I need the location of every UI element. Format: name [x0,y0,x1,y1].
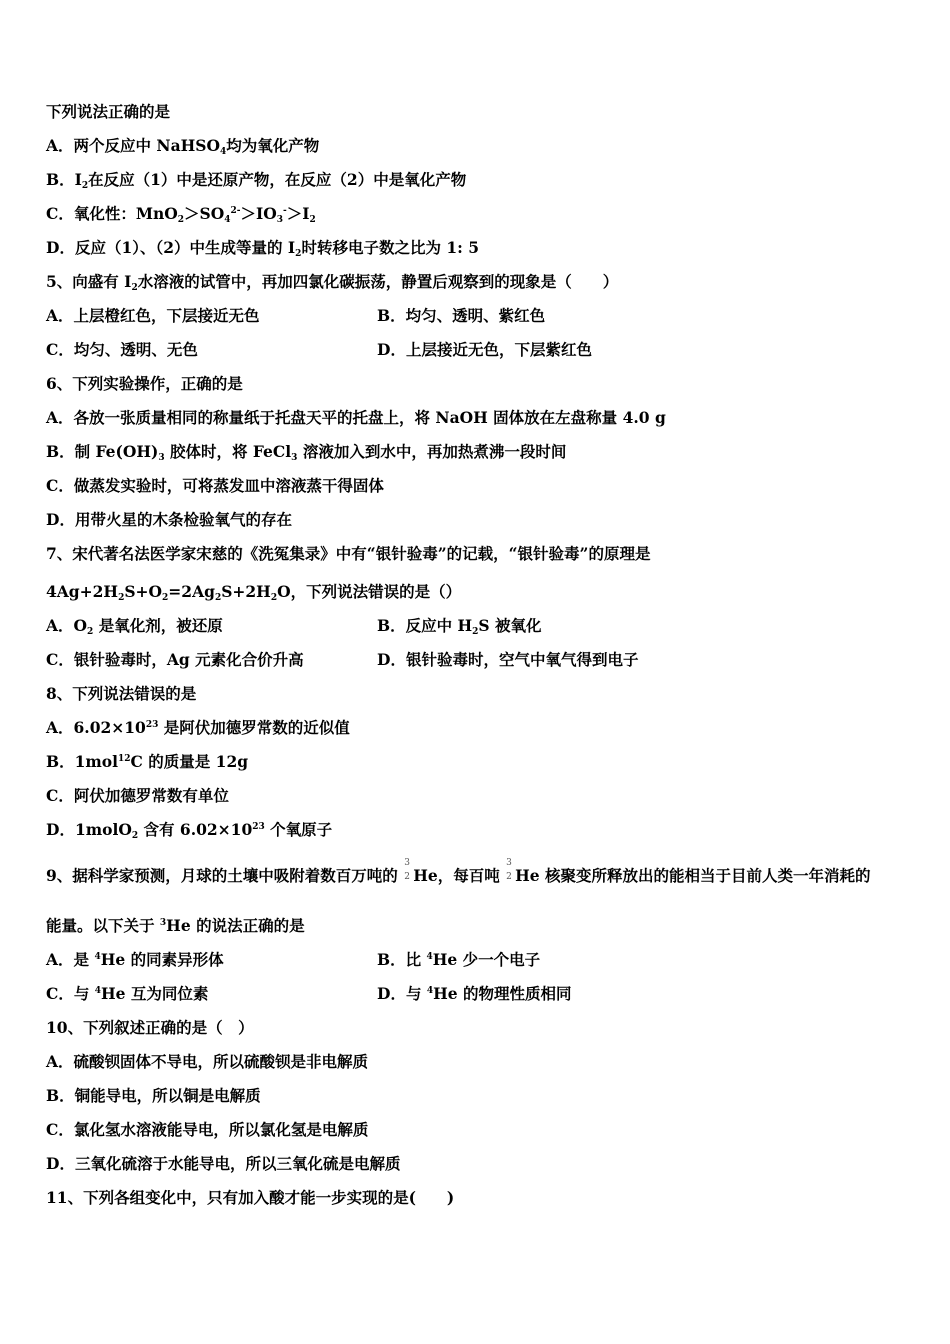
isotope-notation: 3 2 [404,858,410,882]
q5-option-d: D．上层接近无色，下层紫红色 [377,340,592,359]
q10-option-c: C．氯化氢水溶液能导电，所以氯化氢是电解质 [46,1120,369,1139]
q8-option-d: D．1molO$_2$ 含有 $6.02\times 10^{23}$ 个氧原子 [46,820,333,841]
q5-option-c: C．均匀、透明、无色 [46,340,198,359]
question-6-stem: 6、下列实验操作，正确的是 [46,374,243,393]
q10-option-a: A．硫酸钡固体不导电，所以硫酸钡是非电解质 [46,1052,369,1071]
option-a: A．两个反应中 NaHSO$_4$均为氧化产物 [46,136,320,157]
q6-option-b: B．制 $Fe(OH)_3$ 胶体时，将 FeCl$_3$ 溶液加入到水中，再加热煮沸一段时间 [46,442,567,463]
q9-option-d: D．与 $^4$He 的物理性质相同 [377,984,572,1003]
q7-equation: $4Ag+2H_2S+O_2=2Ag_2S+2H_2O$，下列说法错误的是（） [46,582,462,603]
isotope-notation: 3 2 [506,858,512,882]
question-10-stem: 10、下列叙述正确的是（ ） [46,1018,254,1037]
question-9-stem-line2: 能量。以下关于 $^3$He 的说法正确的是 [46,916,305,935]
question-7-stem: 7、宋代著名法医学家宋慈的《洗冤集录》中有“银针验毒”的记载，“银针验毒”的原理是 [46,544,651,563]
q6-option-d: D．用带火星的木条检验氧气的存在 [46,510,292,529]
q10-option-d: D．三氧化硫溶于水能导电，所以三氧化硫是电解质 [46,1154,401,1173]
question-9-stem: 9、据科学家预测，月球的土壤中吸附着数百万吨的 3 2 He，每百吨 3 2 He 核聚变所释放出的能相当于目前人类一年消耗的 [46,858,871,885]
question-stem: 下列说法正确的是 [46,102,171,121]
option-d: D．反应（1）、（2）中生成等量的 $I_2$时转移电子数之比为 1: 5 [46,238,480,259]
q8-option-b: B．1mol$^{12}$C 的质量是 12g [46,752,249,771]
q7-option-d: D．银针验毒时，空气中氧气得到电子 [377,650,639,669]
question-5-stem: 5、向盛有 $I_2$水溶液的试管中，再加四氯化碳振荡，静置后观察到的现象是（ ） [46,272,619,293]
option-c: C．氧化性：$MnO_2>SO_4^{2-}>IO_3^->I_2$ [46,204,316,225]
q8-option-a: A．$6.02\times 10^{23}$ 是阿伏加德罗常数的近似值 [46,718,350,737]
question-11-stem: 11、下列各组变化中，只有加入酸才能一步实现的是( ) [46,1188,455,1207]
option-b: B．$I_2$在反应（1）中是还原产物，在反应（2）中是氧化产物 [46,170,467,191]
q6-option-a: A．各放一张质量相同的称量纸于托盘天平的托盘上，将 NaOH 固体放在左盘称量 4.0 g [46,408,666,427]
q7-option-c: C．银针验毒时，Ag 元素化合价升高 [46,650,304,669]
q7-option-a: A．$O_2$ 是氧化剂，被还原 [46,616,223,637]
q9-option-a: A．是 $^4$He 的同素异形体 [46,950,224,969]
question-8-stem: 8、下列说法错误的是 [46,684,197,703]
q6-option-c: C．做蒸发实验时，可将蒸发皿中溶液蒸干得固体 [46,476,384,495]
q7-option-b: B．反应中 $H_2S$ 被氧化 [377,616,542,637]
q5-option-b: B．均匀、透明、紫红色 [377,306,546,325]
q10-option-b: B．铜能导电，所以铜是电解质 [46,1086,261,1105]
q9-option-b: B．比 $^4$He 少一个电子 [377,950,541,969]
q8-option-c: C．阿伏加德罗常数有单位 [46,786,229,805]
q5-option-a: A．上层橙红色，下层接近无色 [46,306,260,325]
q9-option-c: C．与 $^4$He 互为同位素 [46,984,209,1003]
